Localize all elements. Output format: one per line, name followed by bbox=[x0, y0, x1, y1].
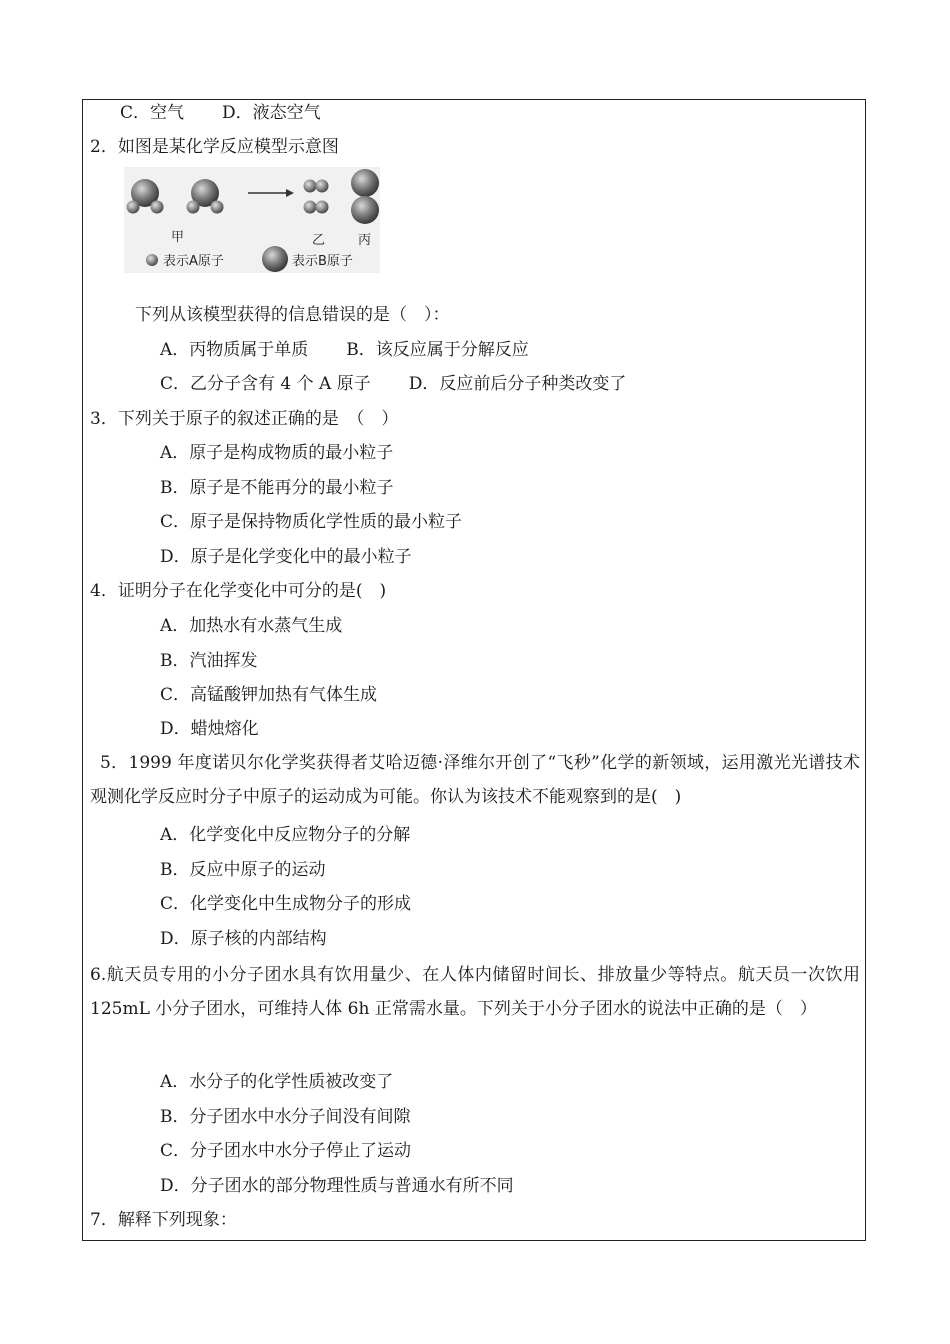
q4-stem: 4．证明分子在化学变化中可分的是( ) bbox=[90, 581, 387, 601]
q6-option: B．分子团水中水分子间没有间隙 bbox=[160, 1107, 411, 1127]
q6-stem: 6.航天员专用的小分子团水具有饮用量少、在人体内储留时间长、排放量少等特点。航天员一次饮用 125mL 小分子团水，可维持人体 6h 正常需水量。下列关于小分子团水的说法中正确的是（ ） bbox=[90, 965, 860, 1019]
legend-b-text: 表示B原子 bbox=[292, 254, 353, 269]
q5-stem: 5．1999 年度诺贝尔化学奖获得者艾哈迈德·泽维尔开创了“飞秒”化学的新领域，运用激光光谱技术观测化学反应时分子中原子的运动成为可能。你认为该技术不能观察到的是( ) bbox=[90, 753, 860, 807]
q6-option: D．分子团水的部分物理性质与普通水有所不同 bbox=[160, 1176, 514, 1196]
q3-stem: 3．下列关于原子的叙述正确的是 （ ） bbox=[90, 409, 399, 429]
q5-option: B．反应中原子的运动 bbox=[160, 860, 326, 880]
legend-a-text: 表示A原子 bbox=[163, 254, 224, 269]
molecule-bing bbox=[351, 169, 379, 224]
legend-a-atom-icon bbox=[146, 254, 158, 266]
q2-option-c: C．乙分子含有 4 个 A 原子 bbox=[160, 374, 371, 394]
q2-options-cd bbox=[160, 373, 626, 395]
q4-option: C．高锰酸钾加热有气体生成 bbox=[160, 685, 378, 705]
molecule-jia-2 bbox=[187, 179, 224, 214]
q4-option: A．加热水有水蒸气生成 bbox=[160, 616, 343, 636]
q3-option: A．原子是构成物质的最小粒子 bbox=[160, 443, 394, 463]
q5-option: A．化学变化中反应物分子的分解 bbox=[160, 825, 411, 845]
q2-option-a: A．丙物质属于单质 bbox=[160, 340, 309, 360]
q4-option: D．蜡烛熔化 bbox=[160, 719, 259, 739]
reaction-arrow bbox=[248, 189, 294, 197]
q2-options-ab bbox=[160, 339, 529, 361]
q2-option-d: D．反应前后分子种类改变了 bbox=[408, 374, 627, 394]
q3-option: C．原子是保持物质化学性质的最小粒子 bbox=[160, 512, 463, 532]
q6-option: A．水分子的化学性质被改变了 bbox=[160, 1072, 394, 1092]
q1-options-row bbox=[120, 102, 321, 124]
label-jia: 甲 bbox=[171, 230, 185, 245]
q3-option: D．原子是化学变化中的最小粒子 bbox=[160, 547, 412, 567]
q2-question: 下列从该模型获得的信息错误的是（ ）： bbox=[135, 305, 450, 325]
reaction-model-figure bbox=[124, 167, 380, 273]
q5-option: D．原子核的内部结构 bbox=[160, 929, 327, 949]
q6-option: C．分子团水中水分子停止了运动 bbox=[160, 1141, 412, 1161]
legend-b-atom-icon bbox=[262, 246, 288, 272]
q2-stem: 2．如图是某化学反应模型示意图 bbox=[90, 137, 339, 157]
q1-option-c: C．空气 bbox=[120, 103, 185, 123]
label-bing: 丙 bbox=[358, 233, 372, 248]
q2-option-b: B．该反应属于分解反应 bbox=[346, 340, 529, 360]
q4-option: B．汽油挥发 bbox=[160, 651, 258, 671]
q3-option: B．原子是不能再分的最小粒子 bbox=[160, 478, 394, 498]
molecule-jia-1 bbox=[127, 179, 164, 214]
q7-stem: 7．解释下列现象： bbox=[90, 1210, 237, 1230]
label-yi: 乙 bbox=[312, 233, 326, 248]
molecule-yi bbox=[304, 180, 329, 214]
q1-option-d: D．液态空气 bbox=[222, 103, 321, 123]
q5-option: C．化学变化中生成物分子的形成 bbox=[160, 894, 412, 914]
